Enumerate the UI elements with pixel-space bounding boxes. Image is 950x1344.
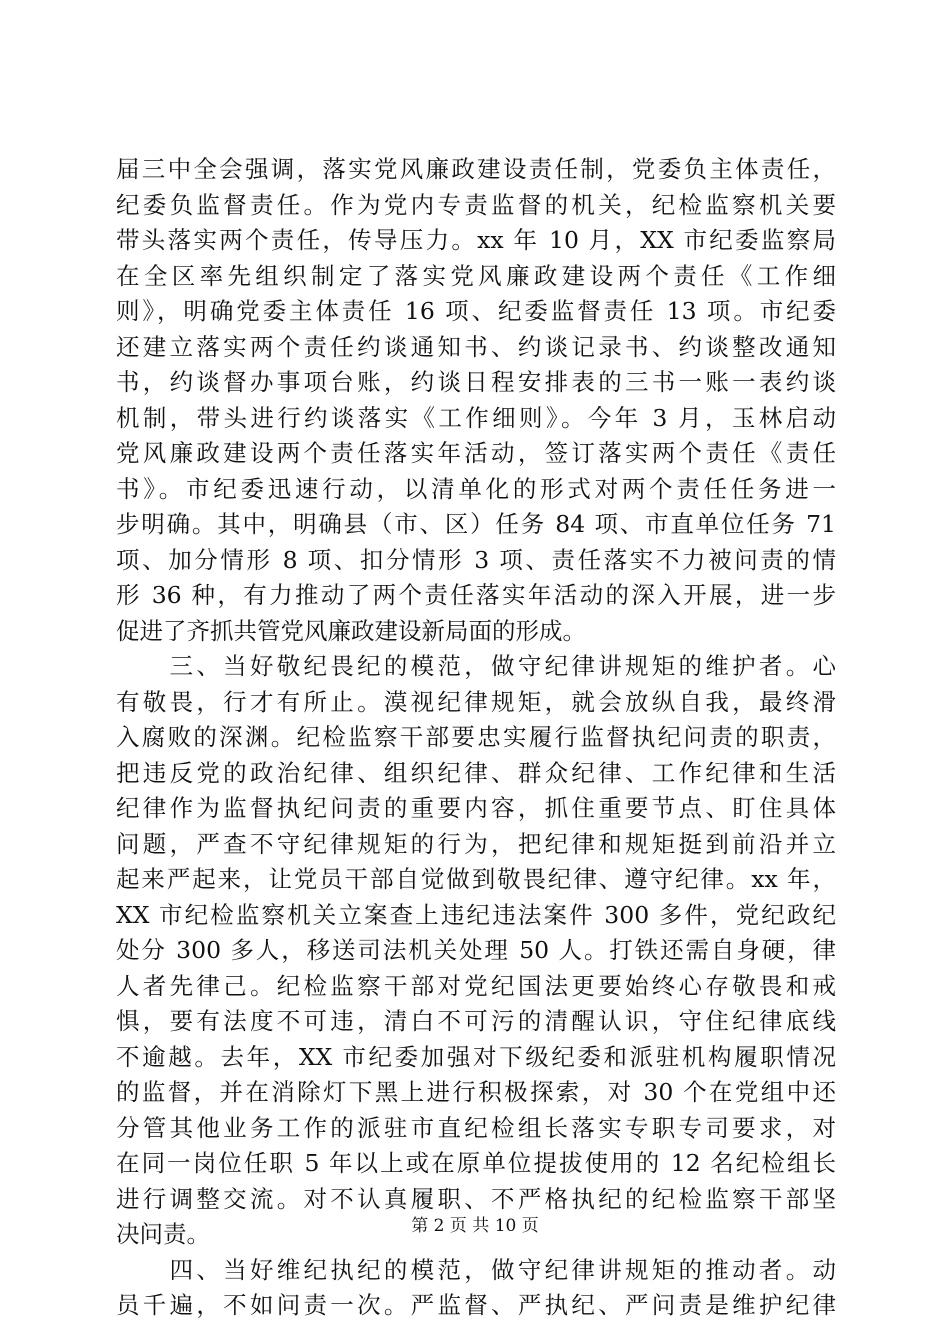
text-line: 还建立落实两个责任约谈通知书、约谈记录书、约谈整改通知 [116,332,836,361]
text-line: 书》。市纪委迅速行动，以清单化的形式对两个责任任务进一 [116,474,836,503]
text-line: 带头落实两个责任，传导压力。xx 年 10 月，XX 市纪委监察局 [116,226,836,254]
text-line: 不逾越。去年，XX 市纪委加强对下级纪委和派驻机构履职情况 [116,1042,836,1071]
text-line: 则》，明确党委主体责任 16 项、纪委监督责任 13 项。市纪委 [116,297,836,325]
text-line: 书，约谈督办事项台账，约谈日程安排表的三书一账一表约谈 [116,368,836,396]
text-line: 进行调整交流。对不认真履职、不严格执纪的纪检监察干部坚 [116,1184,836,1213]
page-number-footer: 第 2 页 共 10 页 [411,1216,539,1236]
text-line: 的监督，并在消除灯下黑上进行积极探索，对 30 个在党组中还 [116,1078,836,1106]
text-line: 把违反党的政治纪律、组织纪律、群众纪律、工作纪律和生活 [116,758,836,787]
text-line: 处分 300 多人，移送司法机关处理 50 人。打铁还需自身硬，律 [116,936,836,964]
text-line: 纪律作为监督执纪问责的重要内容，抓住重要节点、盯住具体 [116,794,836,822]
text-line: 惧，要有法度不可违，清白不可污的清醒认识，守住纪律底线 [116,1007,836,1035]
document-body [116,152,836,1324]
text-line: 起来严起来，让党员干部自觉做到敬畏纪律、遵守纪律。xx 年， [116,865,836,893]
text-line: XX 市纪检监察机关立案查上违纪违法案件 300 多件，党纪政纪 [116,900,836,929]
text-line: 届三中全会强调，落实党风廉政建设责任制，党委负主体责任， [116,155,836,183]
text-line: 分管其他业务工作的派驻市直纪检组长落实专职专司要求，对 [116,1113,836,1142]
text-line: 步明确。其中，明确县（市、区）任务 84 项、市直单位任务 71 [116,510,836,538]
text-line: 有敬畏，行才有所止。漠视纪律规矩，就会放纵自我，最终滑 [116,687,836,716]
text-line: 党风廉政建设两个责任落实年活动，签订落实两个责任《责任 [116,439,836,467]
text-line: 形 36 种，有力推动了两个责任落实年活动的深入开展，进一步 [116,581,836,609]
text-line: 在全区率先组织制定了落实党风廉政建设两个责任《工作细 [116,261,836,290]
text-line: 人者先律己。纪检监察干部对党纪国法更要始终心存敬畏和戒 [116,971,836,1000]
text-line: 项、加分情形 8 项、扣分情形 3 项、责任落实不力被问责的情 [116,545,836,574]
text-line: 机制，带头进行约谈落实《工作细则》。今年 3 月，玉林启动 [116,403,836,432]
paragraph-last-line: 促进了齐抓共管党风廉政建设新局面的形成。 [116,616,586,645]
text-line: 员千遍，不如问责一次。严监督、严执纪、严问责是维护纪律 [116,1291,836,1319]
text-line: 入腐败的深渊。纪检监察干部要忠实履行监督执纪问责的职责， [116,723,836,751]
section-heading-line: 三、当好敬纪畏纪的模范，做守纪律讲规矩的维护者。心 [116,652,836,680]
text-line: 在同一岗位任职 5 年以上或在原单位提拔使用的 12 名纪检组长 [116,1149,836,1177]
section-heading-line: 四、当好维纪执纪的模范，做守纪律讲规矩的推动者。动 [116,1255,836,1284]
paragraph-last-line: 决问责。 [116,1220,210,1248]
text-line: 问题，严查不守纪律规矩的行为，把纪律和规矩挺到前沿并立 [116,829,836,858]
text-line: 纪委负监督责任。作为党内专责监督的机关，纪检监察机关要 [116,190,836,219]
